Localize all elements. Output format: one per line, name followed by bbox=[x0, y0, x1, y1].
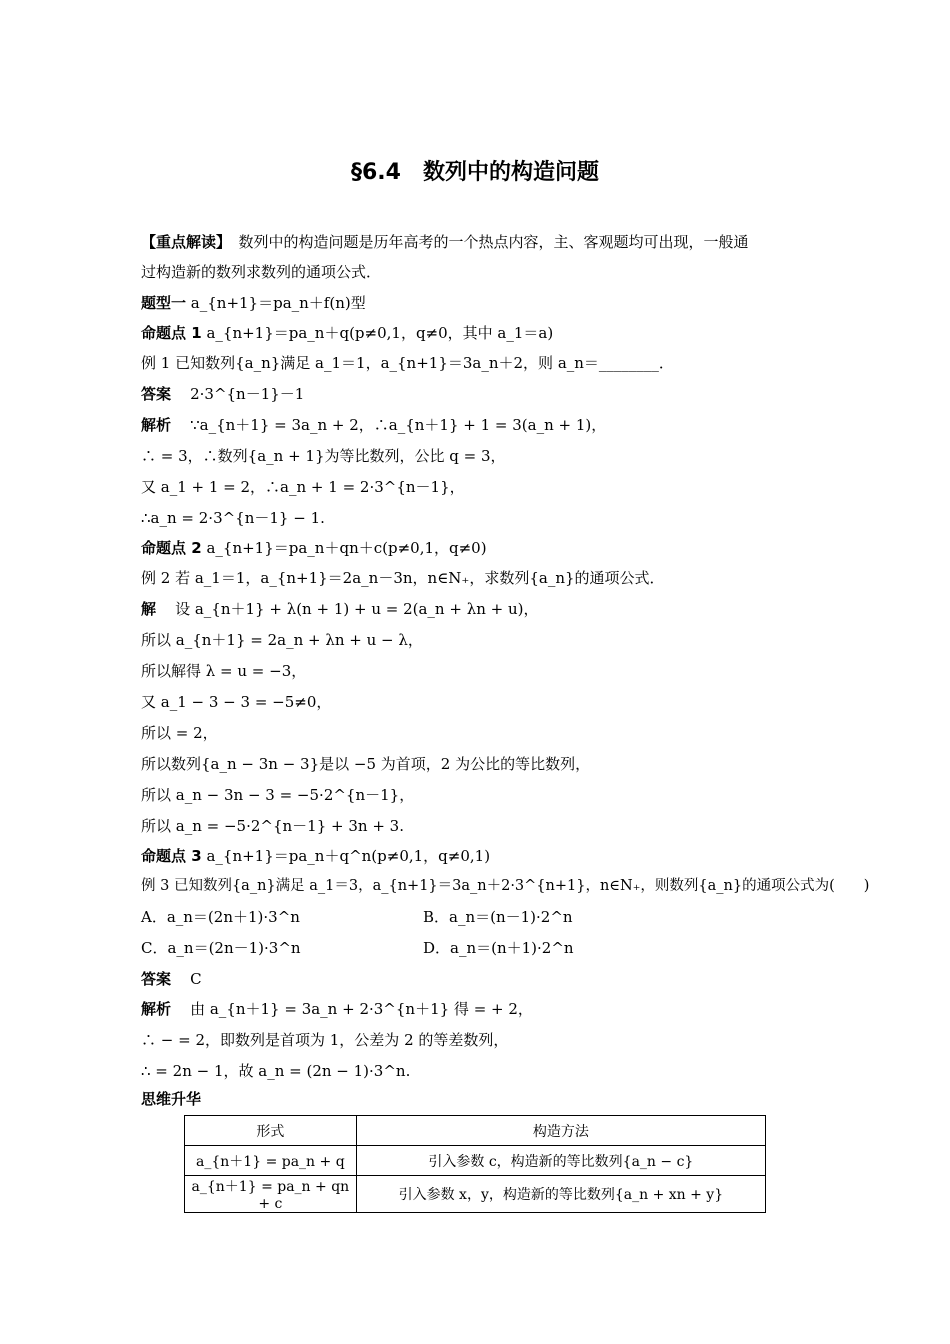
example-2-solution-line bbox=[141, 599, 821, 619]
point1-heading bbox=[141, 323, 821, 343]
choice-b: B．a_n＝(n－1)·2^n bbox=[423, 908, 573, 926]
page-title: §6.4 数列中的构造问题 bbox=[351, 160, 599, 185]
choice-c: C．a_n＝(2n－1)·3^n bbox=[141, 939, 301, 957]
analysis-step: ∴ = 2n − 1，故 a_n = (2n − 1)·3^n. bbox=[141, 1062, 411, 1080]
solution-step: 所以 = 2， bbox=[141, 724, 218, 742]
table-header-cell: 构造方法 bbox=[356, 1116, 765, 1146]
table-header-row bbox=[185, 1116, 766, 1146]
solution-step: 所以 a_n = −5·2^{n－1} + 3n + 3. bbox=[141, 817, 404, 835]
point2-formula: a_{n+1}＝pa_n＋qn＋c(p≠0,1，q≠0) bbox=[206, 539, 487, 557]
example-3-analysis-line bbox=[141, 999, 821, 1019]
solution-step: 设 a_{n＋1} + λ(n + 1) + u = 2(a_n + λn + u)， bbox=[175, 600, 539, 618]
intro-text: 数列中的构造问题是历年高考的一个热点内容，主、客观题均可出现，一般通 bbox=[223, 233, 749, 251]
analysis-step: ∴a_n = 2·3^{n－1} − 1. bbox=[141, 509, 325, 527]
intro-line-2: 过构造新的数列求数列的通项公式． bbox=[141, 263, 382, 281]
type1-heading bbox=[141, 293, 821, 313]
choice-a: A．a_n＝(2n＋1)·3^n bbox=[141, 908, 300, 926]
point3-formula: a_{n+1}＝pa_n＋q^n(p≠0,1，q≠0,1) bbox=[206, 847, 491, 865]
summary-table bbox=[184, 1115, 766, 1213]
solution-step: 所以 a_n − 3n − 3 = −5·2^{n－1}， bbox=[141, 786, 415, 804]
intro-line-1 bbox=[141, 232, 821, 252]
analysis-step: 由 a_{n＋1} = 3a_n + 2·3^{n＋1} 得 = + 2， bbox=[190, 1000, 533, 1018]
answer-value: C bbox=[190, 970, 202, 988]
summary-heading: 思维升华 bbox=[141, 1090, 202, 1108]
table-cell: 引入参数 x，y，构造新的等比数列{a_n + xn + y} bbox=[356, 1176, 765, 1213]
analysis-step: ∵a_{n＋1} = 3a_n + 2，∴a_{n＋1} + 1 = 3(a_n + 1)， bbox=[190, 416, 607, 434]
point1-label: 命题点 1 bbox=[141, 324, 202, 342]
example-1-answer bbox=[141, 384, 821, 404]
solution-label: 解 bbox=[141, 600, 157, 618]
analysis-step: ∴ − = 2，即数列是首项为 1，公差为 2 的等差数列， bbox=[141, 1031, 509, 1049]
type1-label: 题型一 bbox=[141, 294, 187, 312]
table-header-cell: 形式 bbox=[185, 1116, 357, 1146]
point1-formula: a_{n+1}＝pa_n＋q(p≠0,1，q≠0，其中 a_1＝a) bbox=[206, 324, 554, 342]
example-2-question: 例 2 若 a_1＝1，a_{n+1}＝2a_n－3n，n∈N₊，求数列{a_n}的通项公式． bbox=[141, 569, 665, 587]
analysis-step: 又 a_1 + 1 = 2，∴a_n + 1 = 2·3^{n－1}， bbox=[141, 478, 465, 496]
point3-heading bbox=[141, 846, 821, 866]
analysis-label: 解析 bbox=[141, 416, 172, 434]
example-1-question: 例 1 已知数列{a_n}满足 a_1＝1，a_{n+1}＝3a_n＋2，则 a_n＝________． bbox=[141, 354, 674, 372]
solution-step: 所以 a_{n＋1} = 2a_n + λn + u − λ， bbox=[141, 631, 423, 649]
example-3-question: 例 3 已知数列{a_n}满足 a_1＝3，a_{n+1}＝3a_n＋2·3^{n+1}，n∈N₊，则数列{a_n}的通项公式为( ) bbox=[141, 878, 870, 894]
point2-heading bbox=[141, 538, 821, 558]
table-row bbox=[185, 1146, 766, 1176]
answer-value: 2·3^{n－1}－1 bbox=[190, 385, 305, 403]
answer-label: 答案 bbox=[141, 970, 172, 988]
analysis-label: 解析 bbox=[141, 1000, 172, 1018]
point2-label: 命题点 2 bbox=[141, 539, 202, 557]
table-cell: a_{n＋1} = pa_n + q bbox=[185, 1146, 357, 1176]
table-cell: a_{n＋1} = pa_n + qn + c bbox=[185, 1176, 357, 1213]
analysis-step: ∴ = 3，∴数列{a_n + 1}为等比数列，公比 q = 3， bbox=[141, 447, 506, 465]
table-row bbox=[185, 1176, 766, 1213]
type1-formula: a_{n+1}＝pa_n＋f(n)型 bbox=[190, 294, 366, 312]
example-1-analysis-line bbox=[141, 415, 821, 435]
choice-d: D．a_n＝(n＋1)·2^n bbox=[423, 939, 574, 957]
solution-step: 所以数列{a_n − 3n − 3}是以 −5 为首项，2 为公比的等比数列， bbox=[141, 755, 591, 773]
answer-label: 答案 bbox=[141, 385, 172, 403]
table-cell: 引入参数 c，构造新的等比数列{a_n − c} bbox=[356, 1146, 765, 1176]
point3-label: 命题点 3 bbox=[141, 847, 202, 865]
example-3-answer bbox=[141, 969, 821, 989]
solution-step: 又 a_1 − 3 − 3 = −5≠0， bbox=[141, 693, 332, 711]
intro-tag: 【重点解读】 bbox=[141, 233, 224, 251]
solution-step: 所以解得 λ = u = −3， bbox=[141, 662, 307, 680]
